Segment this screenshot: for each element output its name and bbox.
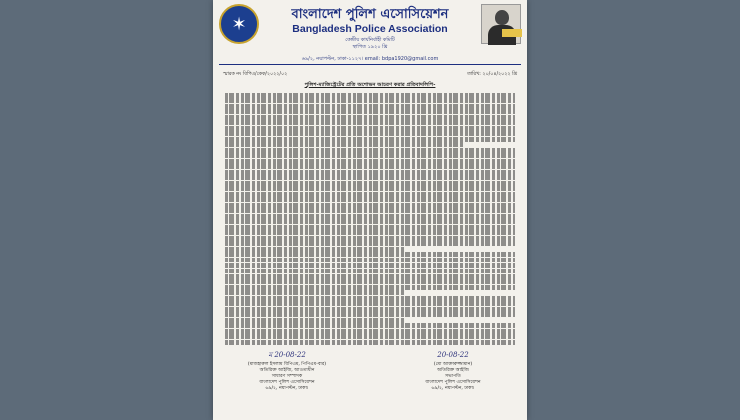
founded-label: স্থাপিত ১৯২০ খ্রি [352, 44, 388, 50]
letterhead-divider [219, 64, 521, 65]
letter-subject: পুলিশ-ম্যাজিস্ট্রেটের প্রতি অশোভন আচরণ করার প্রতিবাদলিপি- [304, 82, 436, 88]
signature-left-address: ৬৯/২, নয়াপল্টন, ঢাকা। [265, 386, 309, 391]
signature-left-name: (মাজহারুল ইসলাম বিপিএম, পিপিএম-বার) [247, 362, 327, 367]
signature-left [227, 352, 347, 392]
association-logo-icon: ✶ [219, 4, 259, 44]
letter-body [225, 93, 515, 351]
letter-page [213, 0, 527, 420]
signature-left-title: সাধারণ সম্পাদক [271, 374, 303, 379]
reference-line [223, 71, 517, 79]
signature-right-scrawl: 20-08-22 [437, 351, 469, 359]
portrait-image [481, 4, 521, 44]
letter-date: তারিখ: ২০/০৪/২০২২ খ্রি [467, 72, 517, 77]
signature-left-scrawl: ম 20-08-22 [268, 351, 306, 359]
letterhead-title-bangla: বাংলাদেশ পুলিশ এসোসিয়েশন [291, 7, 449, 22]
signature-right-address: ৬৯/২, নয়াপল্টন, ঢাকা। [431, 386, 475, 391]
signature-right-role: অতিরিক্ত আইজি [437, 368, 469, 373]
letterhead-address: ৬৯/২, নয়াপল্টন, ঢাকা-১১২৭। email: bdpa1920@gmail.com [301, 56, 439, 62]
signature-left-org: বাংলাদেশ পুলিশ এসোসিয়েশন [259, 380, 315, 385]
reference-number: স্মারক নং বিপিএ/কেক/২০২২/০২ [223, 72, 288, 77]
letterhead [213, 0, 527, 66]
signature-right-name: (মো আক্তারুজ্জামান) [433, 362, 473, 367]
signature-left-role: অতিরিক্ত আইজি, আওতাধীন [259, 368, 315, 373]
signature-right-title: সভাপতি [445, 374, 461, 379]
signature-right [391, 352, 515, 392]
committee-label: কেন্দ্রীয় কার্যনির্বাহী কমিটি [345, 37, 395, 43]
signature-right-org: বাংলাদেশ পুলিশ এসোসিয়েশন [425, 380, 481, 385]
letterhead-title-english: Bangladesh Police Association [292, 23, 448, 35]
